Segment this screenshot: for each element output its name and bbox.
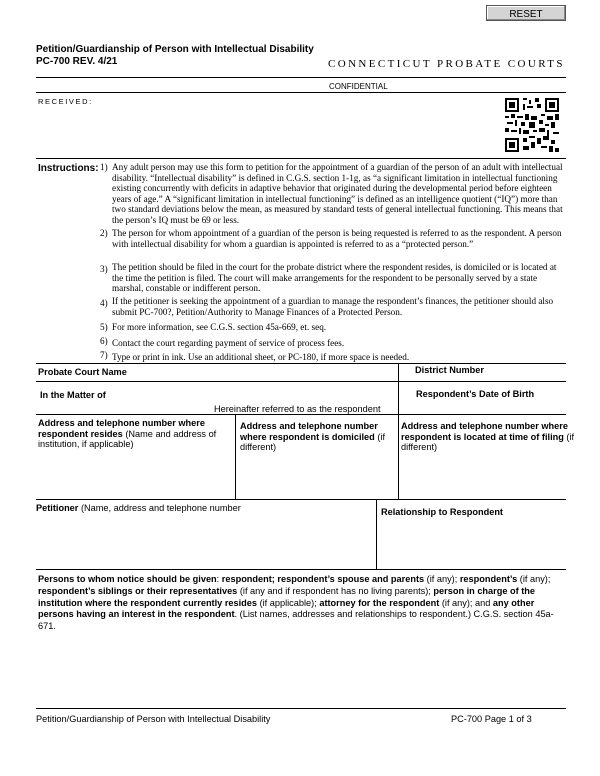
- address-resides-field[interactable]: [38, 418, 228, 450]
- instruction-item: Any adult person may use this form to petition for the appointment of a guardian of the person of an adult with intellectual disability. “Intellectual disability” is defined in C.G.S. section 1-1g, as “a significant limitation in intellectual functioning existing concurrently with deficits in adaptive behavior that originated during the developmental period before eighteen years of age.” A “significant limitation in intellectual functioning” is defined as an intelligence quotient (“IQ”) more than two standard deviations below the mean, as measured by standard tests of general intellectual functioning. This means that the person’s IQ must be 69 or less.: [112, 162, 563, 225]
- notice-recipients-section[interactable]: [38, 574, 560, 633]
- notice-text: respondent’s siblings or their representatives: [38, 585, 238, 596]
- received-divider: [36, 158, 566, 159]
- petitioner-note: (Name, address and telephone number: [80, 503, 241, 513]
- address-located-note: (if different): [401, 431, 575, 452]
- form-title: Petition/Guardianship of Person with Intellectual Disability: [36, 44, 314, 55]
- instruction-number: 2): [100, 228, 108, 238]
- address-domiciled-field[interactable]: [240, 421, 392, 453]
- instruction-item: The petition should be filed in the court for the probate district where the respondent resides, is domiciled or is located at the time the petition is filed. The court will make arrangements for the respondent to be personally served by a state marshal, constable or indifferent person.: [112, 262, 557, 294]
- address-located-field[interactable]: [401, 421, 581, 453]
- notice-text: person in charge of the institution where the respondent currently resides: [38, 585, 536, 608]
- address-located-label: Address and telephone number where respondent is located at time of filing: [401, 421, 568, 442]
- notice-text: respondent; respondent’s spouse and parents: [221, 574, 425, 584]
- header-divider: [36, 77, 566, 78]
- probate-court-name-field[interactable]: Probate Court Name: [38, 367, 127, 377]
- district-number-field[interactable]: District Number: [415, 365, 484, 375]
- notice-text: respondent’s: [459, 574, 518, 584]
- row-divider: [36, 499, 566, 500]
- confidential-label: CONFIDENTIAL: [329, 82, 388, 91]
- notice-text: (if any);: [517, 574, 551, 584]
- notice-text: (if applicable);: [257, 597, 320, 608]
- instruction-number: 5): [100, 322, 108, 332]
- notice-text: (if any);: [424, 574, 460, 584]
- notice-text: :: [216, 574, 222, 584]
- notice-text: any other persons having an interest in the respondent: [38, 597, 535, 620]
- form-number: PC-700 REV. 4/21: [36, 56, 118, 67]
- received-label: RECEIVED:: [38, 97, 93, 106]
- instruction-number: 1): [100, 162, 108, 172]
- address-domiciled-label: Address and telephone number where respondent is domiciled: [240, 421, 378, 442]
- notice-text: (if any and if respondent has no living parents);: [237, 585, 434, 596]
- relationship-field[interactable]: Relationship to Respondent: [381, 507, 503, 517]
- footer-form-title: Petition/Guardianship of Person with Intellectual Disability: [36, 714, 271, 724]
- instruction-number: 7): [100, 350, 108, 360]
- hereinafter-note: Hereinafter referred to as the respondent: [214, 404, 381, 414]
- petitioner-label: Petitioner: [36, 503, 79, 513]
- form-top-border: [36, 363, 566, 364]
- reset-button[interactable]: RESET: [486, 5, 566, 21]
- court-name: CONNECTICUT PROBATE COURTS: [328, 58, 565, 70]
- footer-page-number: PC-700 Page 1 of 3: [451, 714, 532, 724]
- qr-code-icon: [505, 98, 559, 152]
- instructions-label: Instructions:: [38, 163, 99, 174]
- petitioner-field[interactable]: [36, 503, 241, 514]
- address-domiciled-note: (if different): [240, 431, 385, 452]
- row-divider: [36, 569, 566, 570]
- instruction-item: If the petitioner is seeking the appointment of a guardian to manage the respondent’s finances, the petitioner should also submit PC-700?, Petition/Authority to Manage Finances of a Protected Person.: [112, 296, 554, 317]
- row-divider: [36, 414, 566, 415]
- address-resides-label: Address and telephone number where respondent resides: [38, 418, 205, 439]
- instruction-item: For more information, see C.G.S. section 45a-669, et. seq.: [112, 322, 327, 332]
- instruction-item: Type or print in ink. Use an additional sheet, or PC-180, if more space is needed.: [112, 352, 410, 362]
- in-the-matter-of-field[interactable]: In the Matter of: [40, 390, 106, 400]
- address-resides-note: (Name and address of institution, if applicable): [38, 428, 217, 449]
- form-title-block: [36, 44, 314, 68]
- confidential-divider: [36, 92, 566, 93]
- respondent-dob-field[interactable]: Respondent’s Date of Birth: [416, 389, 535, 399]
- notice-text: (if any); and: [439, 597, 493, 608]
- column-divider: [376, 499, 377, 569]
- instruction-number: 3): [100, 264, 108, 274]
- column-divider: [235, 414, 236, 499]
- instruction-item: The person for whom appointment of a guardian of the person is being requested is referred to as the respondent. A person with intellectual disability for whom a guardian is appointed is referred to as a “protected person.”: [112, 228, 562, 249]
- notice-text: attorney for the respondent: [319, 597, 440, 608]
- footer-divider: [36, 708, 566, 709]
- column-divider: [398, 363, 399, 499]
- instruction-number: 6): [100, 336, 108, 346]
- instruction-number: 4): [100, 298, 108, 308]
- notice-text: . (List names, addresses and relationships to respondent.) C.G.S. section 45a-671.: [38, 609, 554, 632]
- notice-text: Persons to whom notice should be given: [38, 574, 217, 584]
- row-divider: [36, 381, 566, 382]
- instruction-item: Contact the court regarding payment of service of process fees.: [112, 338, 345, 348]
